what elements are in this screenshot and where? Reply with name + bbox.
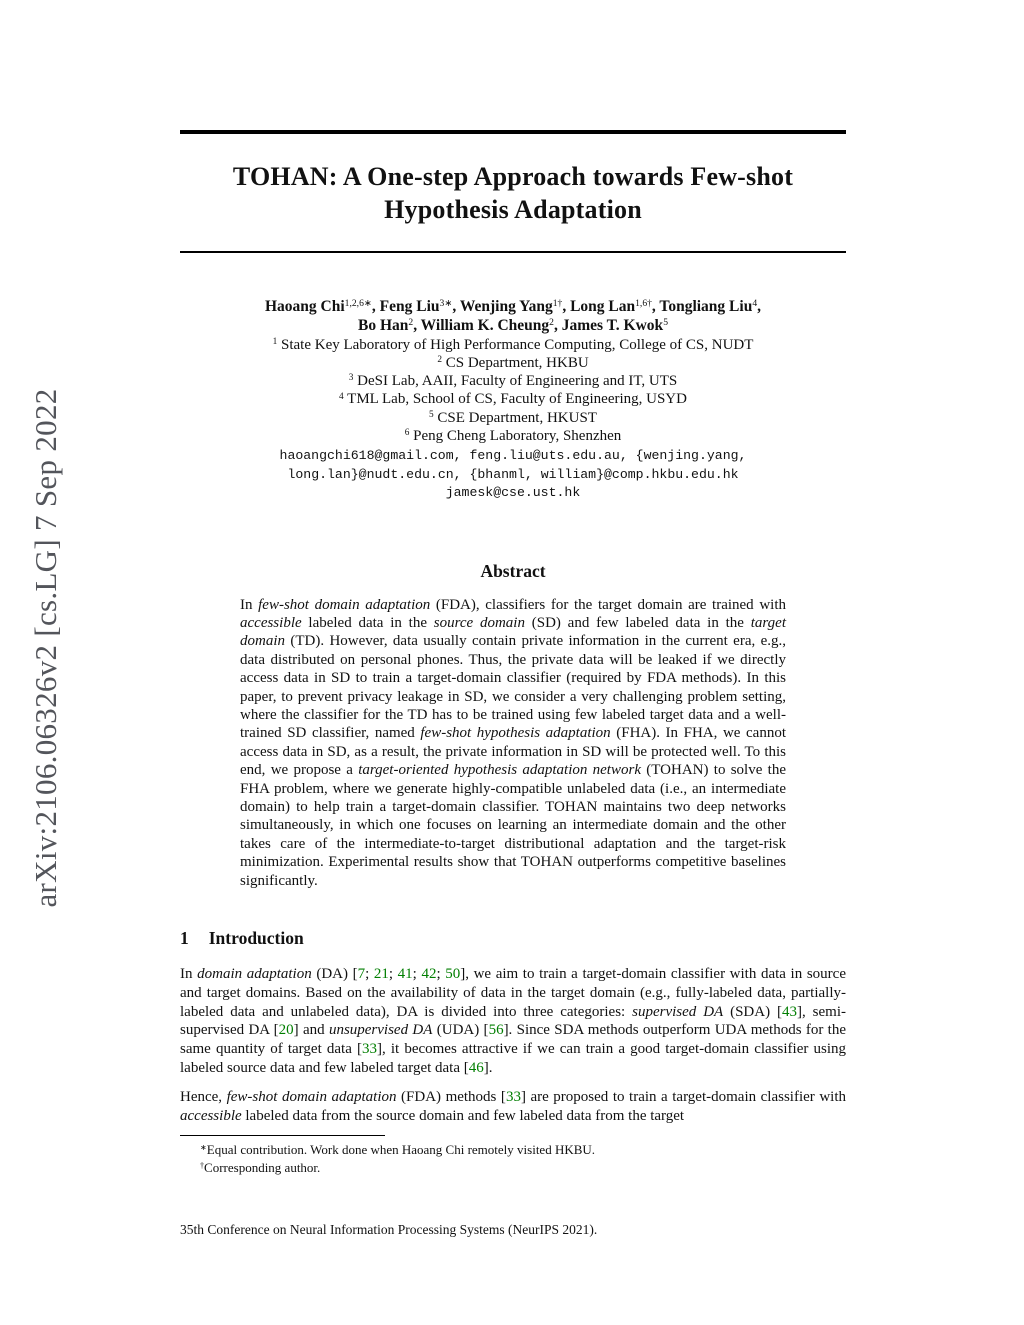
citation-link[interactable]: 21	[373, 966, 389, 983]
affiliation-3: $^3$ DeSI Lab, AAII, Faculty of Engineering and IT, UTS	[348, 373, 678, 390]
intro-paragraph-2: Hence, few-shot domain adaptation (FDA) methods [33] are proposed to train a target-domain classifier with accessible labeled data from the source domain and few labeled data from the target	[180, 1088, 846, 1124]
citation-link[interactable]: 46	[468, 1060, 484, 1077]
section-title: Introduction	[208, 928, 304, 949]
intro-paragraph-1: In domain adaptation (DA) [7; 21; 41; 42; 50], we aim to train a target-domain classifier with data in source and target domains. Based on the availability of data in the target domain (e.g., fully-labeled data, partially-labeled data and unlabeled data), DA is divided into three categories: supervised DA (SDA) [43], semi-supervised DA [20] and unsupervised DA (UDA) [56]. Since SDA methods outperform UDA methods for the same quantity of target data [33], it becomes attractive if we can train a good target-domain classifier using labeled source data and few labeled target data [46].	[180, 966, 847, 1077]
arxiv-stamp: arXiv:2106.06326v2 [cs.LG] 7 Sep 2022	[28, 388, 63, 908]
paper-page	[180, 0, 847, 1237]
affiliation-4: $^4$ TML Lab, School of CS, Faculty of Engineering, USYD	[339, 391, 687, 408]
email-line-2: long.lan}@nudt.edu.cn, {bhanml, william}@comp.hkbu.edu.hk	[287, 466, 739, 482]
citation-link[interactable]: 33	[505, 1088, 521, 1105]
footnote-corresponding-author: †Corresponding author.	[200, 1159, 321, 1175]
footnote-equal-contribution: ∗Equal contribution. Work done when Haoang Chi remotely visited HKBU.	[200, 1142, 596, 1158]
author-line-2: Bo Han$^2$, William K. Cheung$^2$, James T. Kwok$^5$	[358, 317, 668, 335]
citation-link[interactable]: 41	[397, 966, 413, 983]
paper-title: TOHAN: A One-step Approach towards Few-shot Hypothesis Adaptation	[232, 162, 794, 225]
citation-link[interactable]: 33	[361, 1041, 377, 1058]
citation-link[interactable]: 42	[421, 966, 437, 983]
affiliation-5: $^5$ CSE Department, HKUST	[429, 409, 597, 426]
author-line-1: Haoang Chi$^{1,2,6∗}$, Feng Liu$^{3∗}$, Wenjing Yang$^{1\dagger}$, Long Lan$^{1,6\dagger}$, Tongliang Liu$^4$,	[264, 297, 761, 315]
abstract-heading: Abstract	[480, 560, 546, 581]
email-line-3: jamesk@cse.ust.hk	[445, 485, 581, 501]
title-rule-top	[180, 130, 846, 134]
citation-link[interactable]: 56	[488, 1022, 504, 1039]
citation-link[interactable]: 43	[782, 1003, 798, 1020]
abstract-text: In few-shot domain adaptation (FDA), classifiers for the target domain are trained with accessible labeled data in the source domain (SD) and few labeled data in the target domain (TD). However, data usually contain private information in the current era, e.g., data distributed on personal phones. Thus, the private data will be leaked if we directly access data in SD to train a target-domain classifier (required by FDA methods). In this paper, to prevent privacy leakage in SD, we consider a very challenging problem setting, where the classifier for the TD has to be trained using few labeled target data and a well-trained SD classifier, named few-shot hypothesis adaptation (FHA). In FHA, we cannot access data in SD, as a result, the private information in SD will be protected well. To this end, we propose a target-oriented hypothesis adaptation network (TOHAN) to solve the FHA problem, where we generate highly-compatible unlabeled data (i.e., an intermediate domain) to help train a target-domain classifier. TOHAN maintains two deep networks simultaneously, in which one focuses on learning an intermediate domain and the other takes care of the intermediate-to-target distributional adaptation and the target-risk minimization. Experimental results show that TOHAN outperforms competitive baselines significantly.	[240, 596, 786, 889]
footnote-rule	[180, 1135, 385, 1136]
conference-footer: 35th Conference on Neural Information Processing Systems (NeurIPS 2021).	[180, 1222, 598, 1237]
affiliation-1: $^1$ State Key Laboratory of High Performance Computing, College of CS, NUDT	[272, 336, 754, 353]
section-heading-introduction	[180, 928, 846, 949]
affiliation-2: $^2$ CS Department, HKBU	[437, 354, 589, 371]
citation-link[interactable]: 20	[278, 1022, 294, 1039]
email-line-1: haoangchi618@gmail.com, feng.liu@uts.edu.au, {wenjing.yang,	[279, 448, 747, 464]
citation-link[interactable]: 50	[445, 966, 461, 983]
affiliation-6: $^6$ Peng Cheng Laboratory, Shenzhen	[404, 428, 622, 445]
section-number: 1	[180, 928, 189, 949]
citation-link[interactable]: 7	[357, 966, 366, 983]
title-rule-bottom	[180, 251, 846, 253]
email-block	[180, 447, 846, 502]
author-block	[180, 297, 846, 503]
